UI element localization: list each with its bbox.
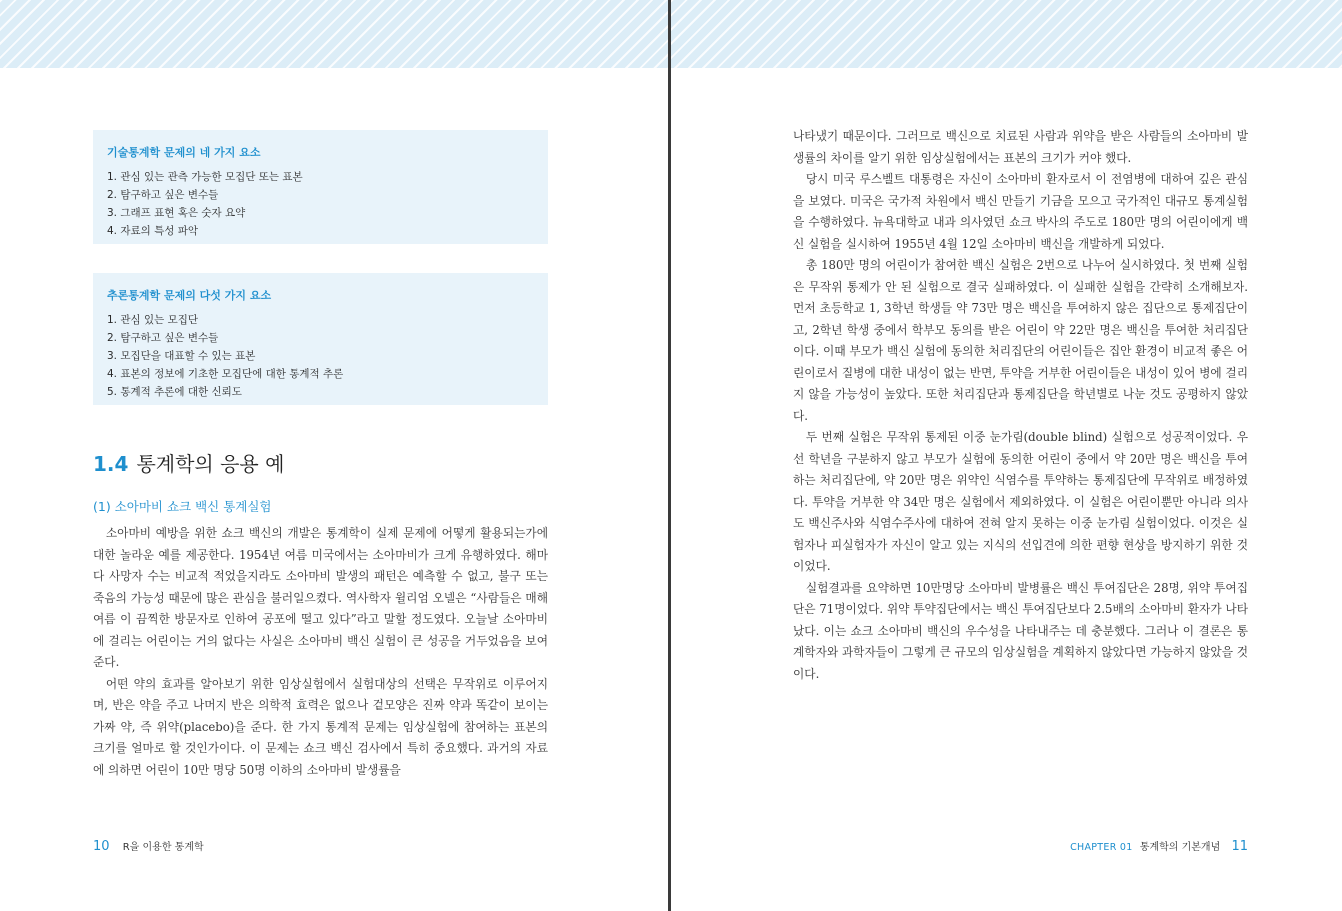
- paragraph: 총 180만 명의 어린이가 참여한 백신 실험은 2번으로 나누어 실시하였다. 첫 번째 실험은 무작위 통제가 안 된 실험으로 결국 실패하였다. 이 실패한 실험을 간략히 소개해보자. 먼저 초등학교 1, 3학년 학생들 약 73만 명은 백신을 투여하지 않은 집단으로 통제집단이고, 2학년 학생 중에서 학부모 동의를 받은 어린이 약 22만 명은 백신을 투여한 처리집단이다. 이때 부모가 백신 실험에 동의한 처리집단의 어린이들은 집안 환경이 비교적 좋은 어린이로서 질병에 대한 내성이 없는 반면, 투약을 거부한 어린이들은 내성이 있어 병에 걸리지 않을 가능성이 높았다. 또한 처리집단과 통제집단을 학년별로 나눈 것도 공평하지 않았다.: [793, 258, 1248, 423]
- paragraph: 실험결과를 요약하면 10만명당 소아마비 발병률은 백신 투여집단은 28명, 위약 투여집단은 71명이었다. 위약 투약집단에서는 백신 투여집단보다 2.5배의 소아마비 환자가 나타났다. 이는 쇼크 소아마비 백신의 우수성을 나타내주는 데 충분했다. 그러나 이 결론은 통계학자와 과학자들이 그렇게 큰 규모의 임상실험을 계획하지 않았다면 가능하지 않았을 것이다.: [793, 580, 1248, 681]
- right-page: [671, 0, 1342, 911]
- subsection-heading: (1) 소아마비 쇼크 백신 통계실험: [93, 499, 272, 514]
- paragraph: 어떤 약의 효과를 알아보기 위한 임상실험에서 실험대상의 선택은 무작위로 이루어지며, 반은 약을 주고 나머지 반은 의학적 효력은 없으나 겉모양은 진짜 약과 똑같이 보이는 가짜 약, 즉 위약(placebo)을 준다. 한 가지 통계적 문제는 임상실험에 참여하는 표본의 크기를 얼마로 할 것인가이다. 이 문제는 쇼크 백신 검사에서 특히 중요했다. 과거의 자료에 의하면 어린이 10만 명당 50명 이하의 소아마비 발생률을: [93, 676, 548, 777]
- left-body-text: [93, 523, 548, 781]
- right-footer: [1070, 838, 1248, 854]
- left-page: [0, 0, 669, 911]
- paragraph: 소아마비 예방을 위한 쇼크 백신의 개발은 통계학이 실제 문제에 어떻게 활용되는가에 대한 놀라운 예를 제공한다. 1954년 여름 미국에서는 소아마비가 크게 유행하였다. 해마다 사망자 수는 비교적 적었을지라도 소아마비 발생의 패턴은 예측할 수 없고, 불구 또는 죽음의 가능성 때문에 많은 관심을 불러일으켰다. 역사학자 윌리엄 오넬은 “사람들은 매해 여름 이 끔찍한 방문자로 인하여 공포에 떨고 있다”라고 말할 정도였다. 오늘날 소아마비에 걸리는 어린이는 거의 없다는 사실은 소아마비 백신 실험이 큰 성공을 거두었음을 보여 준다.: [93, 526, 548, 669]
- box-item: 5. 통계적 추론에 대한 신뢰도: [107, 386, 242, 398]
- box-item: 2. 탐구하고 싶은 변수들: [107, 189, 219, 201]
- paragraph: 나타냈기 때문이다. 그러므로 백신으로 치료된 사람과 위약을 받은 사람들의 소아마비 발생률의 차이를 알기 위한 임상실험에서는 표본의 크기가 커야 했다.: [793, 129, 1248, 165]
- header-stripe-band: [0, 0, 669, 68]
- box-item: 4. 표본의 정보에 기초한 모집단에 대한 통계적 추론: [107, 368, 344, 380]
- header-stripe-band: [671, 0, 1342, 68]
- box-item: 4. 자료의 특성 파악: [107, 225, 199, 237]
- section-number: 1.4: [93, 452, 129, 476]
- box-title: 기술통계학 문제의 네 가지 요소: [107, 146, 261, 159]
- section-title: 통계학의 응용 예: [136, 452, 285, 476]
- left-footer: [93, 838, 204, 854]
- right-body-text: [793, 126, 1248, 685]
- paragraph: 당시 미국 루스벨트 대통령은 자신이 소아마비 환자로서 이 전염병에 대하여 깊은 관심을 보였다. 미국은 국가적 차원에서 백신 만들기 기금을 모으고 국가적인 대규모 통계실험을 수행하였다. 뉴욕대학교 내과 의사였던 쇼크 박사의 주도로 180만 명의 어린이에게 백신 실험을 실시하여 1955년 4월 12일 소아마비 백신을 개발하게 되었다.: [793, 172, 1248, 251]
- box-item: 1. 관심 있는 관측 가능한 모집단 또는 표본: [107, 171, 303, 183]
- inferential-stats-box: [93, 273, 548, 405]
- box-item: 1. 관심 있는 모집단: [107, 314, 199, 326]
- paragraph: 두 번째 실험은 무작위 통제된 이중 눈가림(double blind) 실험으로 성공적이었다. 우선 학년을 구분하지 않고 부모가 실험에 동의한 어린이 중에서 약 20만 명은 백신을 투여하는 처리집단에, 약 20만 명은 위약인 식염수를 투약하는 통제집단에 무작위로 배정하였다. 투약을 거부한 약 34만 명은 실험에서 제외하였다. 이 실험은 어린이뿐만 아니라 의사도 백신주사와 식염수주사에 대하여 전혀 알지 못하는 이중 눈가림 실험이었다. 이것은 실험자나 피실험자가 자신이 알고 있는 지식의 선입견에 의한 편향 현상을 방지하기 위한 것이었다.: [793, 430, 1248, 573]
- page-number: 10: [93, 839, 110, 854]
- box-title: 추론통계학 문제의 다섯 가지 요소: [107, 289, 272, 302]
- box-item: 3. 모집단을 대표할 수 있는 표본: [107, 350, 256, 362]
- chapter-title: 통계학의 기본개념: [1139, 842, 1221, 853]
- box-item: 2. 탐구하고 싶은 변수들: [107, 332, 219, 344]
- book-title: R을 이용한 통계학: [122, 842, 204, 853]
- section-heading: [93, 448, 284, 477]
- page-number: 11: [1231, 839, 1248, 854]
- descriptive-stats-box: [93, 130, 548, 244]
- box-item: 3. 그래프 표현 혹은 숫자 요약: [107, 207, 246, 219]
- chapter-label: CHAPTER 01: [1070, 842, 1133, 853]
